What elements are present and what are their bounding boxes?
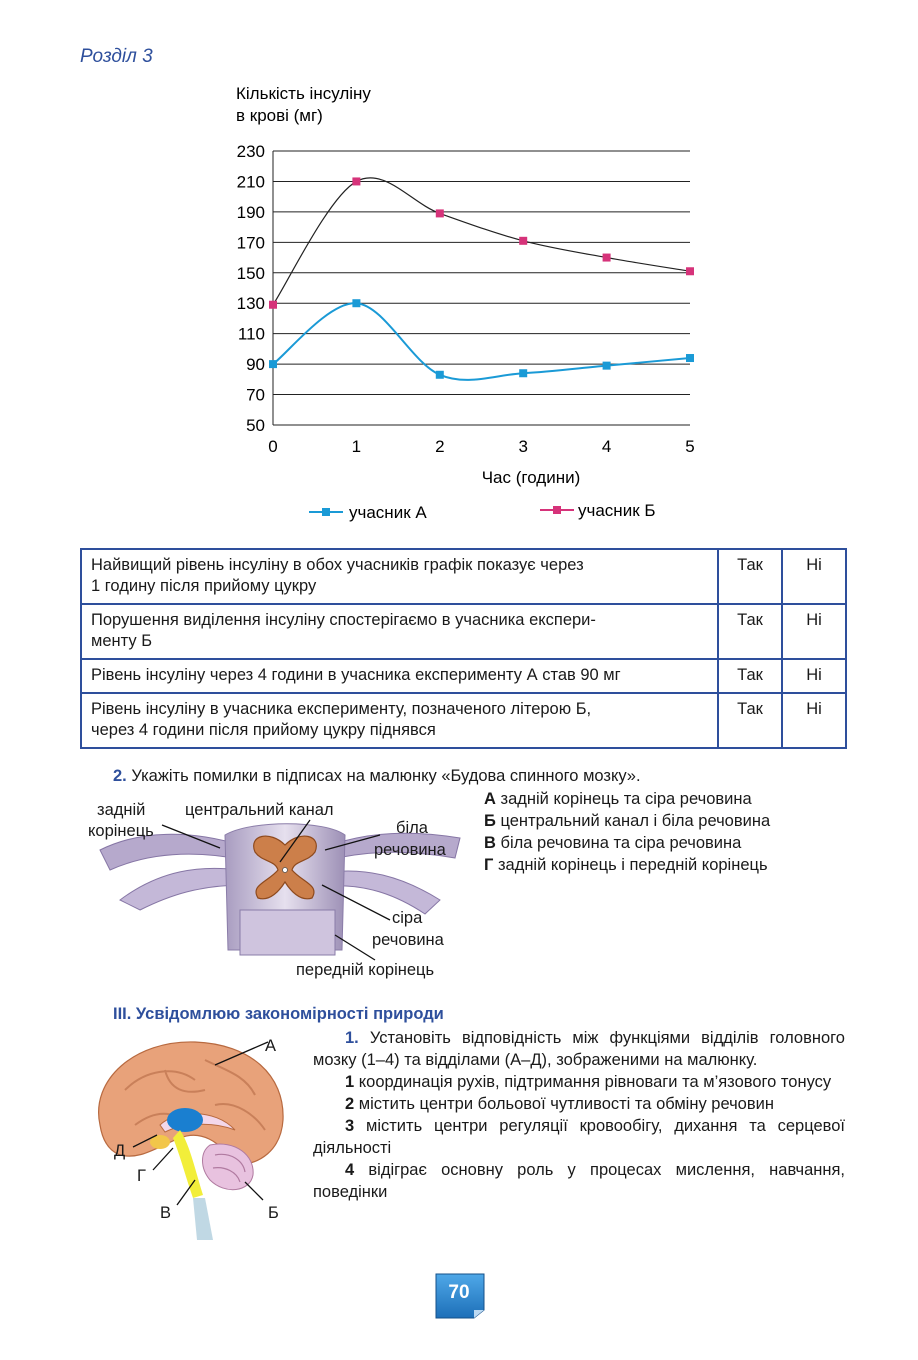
page-number: 70: [448, 1282, 470, 1303]
no-option[interactable]: Ні: [782, 693, 846, 748]
label-dorsal-root-1: задній: [97, 801, 146, 819]
no-option[interactable]: Ні: [782, 659, 846, 693]
page-number-badge: [434, 1272, 486, 1320]
yes-option[interactable]: Так: [718, 549, 782, 604]
y-tick-label: 130: [236, 294, 265, 314]
function-item-2: 2 містить центри больової чутливості та обміну речовин: [345, 1095, 774, 1113]
series-line-a: [273, 303, 690, 380]
table-row: [81, 604, 846, 659]
function-item-3: 3 містить центри регуляції кровообігу, дихання та серцевої діяльності: [313, 1117, 845, 1157]
data-point: [603, 362, 611, 370]
statement-cell: Рівень інсуліну через 4 години в учасника експерименту А став 90 мг: [81, 659, 718, 693]
label-central-canal: центральний канал: [185, 801, 334, 819]
legend-label: учасник А: [349, 503, 427, 522]
option-a[interactable]: А задній корінець та сіра речовина: [484, 790, 752, 808]
y-axis-label: [236, 84, 371, 125]
data-point: [686, 267, 694, 275]
x-tick-label: 2: [435, 437, 445, 456]
data-point: [519, 369, 527, 377]
y-tick-label: 170: [236, 233, 265, 253]
true-false-table: [80, 548, 847, 749]
brain-label-v: В: [160, 1204, 172, 1222]
label-gray-matter-2: речовина: [372, 931, 444, 949]
section-label: Розділ 3: [80, 46, 153, 67]
no-option[interactable]: Ні: [782, 604, 846, 659]
y-tick-label: 50: [246, 416, 265, 435]
label-white-matter-1: біла: [396, 819, 428, 837]
legend-swatch-marker: [553, 506, 561, 514]
data-point: [269, 301, 277, 309]
task2-text: Укажіть помилки в підписах на малюнку «Будова спинного мозку».: [131, 767, 641, 785]
statement-cell: Найвищий рівень інсуліну в обох учасників графік показує через 1 годину після прийому цукру: [81, 549, 718, 604]
y-tick-label: 90: [246, 355, 265, 375]
data-point: [352, 177, 360, 185]
brain-label-a: А: [265, 1037, 277, 1055]
y-tick-label: 210: [236, 172, 265, 192]
option-v[interactable]: В біла речовина та сіра речовина: [484, 834, 742, 852]
data-point: [436, 209, 444, 217]
section-heading: ІІІ. Усвідомлюю закономірності природи: [113, 1005, 444, 1023]
y-tick-label: 70: [246, 385, 265, 405]
brain-label-g: Г: [137, 1167, 146, 1185]
y-tick-label: 230: [236, 142, 265, 161]
data-point: [603, 254, 611, 262]
x-axis-label: Час (години): [481, 468, 581, 487]
data-point: [436, 371, 444, 379]
series-line-b: [273, 178, 690, 305]
y-tick-label: 150: [236, 263, 265, 283]
chart-legend: [309, 501, 656, 522]
yes-option[interactable]: Так: [718, 604, 782, 659]
label-gray-matter-1: сіра: [392, 909, 423, 927]
option-b[interactable]: Б центральний канал і біла речовина: [484, 812, 771, 830]
insulin-chart: [0, 0, 918, 540]
task2-options: [484, 788, 770, 876]
table-row: [81, 549, 846, 604]
data-point: [269, 360, 277, 368]
x-tick-label: 4: [601, 437, 612, 456]
y-tick-label: 110: [237, 324, 265, 344]
task-intro: 1. Установіть відповідність між функціями відділів головного мозку (1–4) та відділами (А–Д), зображеними на малюнку.: [313, 1029, 845, 1069]
y-axis-label-line2: в крові (мг): [236, 106, 323, 125]
statement-cell: Порушення виділення інсуліну спостерігаємо в учасника експери- менту Б: [81, 604, 718, 659]
x-tick-label: 5: [685, 437, 695, 456]
section3-task: [313, 1027, 845, 1203]
function-item-4: 4 відіграє основну роль у процесах мислення, навчання, поведінки: [313, 1161, 845, 1201]
task2-question: [113, 765, 641, 787]
function-item-1: 1 координація рухів, підтримання рівноваги та м’язового тонусу: [345, 1073, 832, 1091]
data-point: [686, 354, 694, 362]
table-row: [81, 659, 846, 693]
brain-label-b: Б: [268, 1204, 279, 1222]
yes-option[interactable]: Так: [718, 659, 782, 693]
label-dorsal-root-2: корінець: [88, 822, 154, 840]
table-row: [81, 693, 846, 748]
data-point: [352, 299, 360, 307]
y-tick-label: 190: [236, 202, 265, 222]
statement-cell: Рівень інсуліну в учасника експерименту, позначеного літерою Б, через 4 години після прийому цукру піднявся: [81, 693, 718, 748]
x-tick-label: 3: [518, 437, 528, 456]
data-point: [519, 237, 527, 245]
task2-number: 2.: [113, 767, 127, 785]
y-axis-label-line1: Кількість інсуліну: [236, 84, 371, 103]
yes-option[interactable]: Так: [718, 693, 782, 748]
x-tick-label: 0: [268, 437, 278, 456]
x-tick-label: 1: [351, 437, 362, 456]
legend-label: учасник Б: [578, 501, 656, 520]
label-ventral-root: передній корінець: [296, 961, 435, 979]
brain-label-d: Д: [114, 1142, 126, 1160]
option-g[interactable]: Г задній корінець і передній корінець: [484, 856, 768, 874]
no-option[interactable]: Ні: [782, 549, 846, 604]
label-white-matter-2: речовина: [374, 841, 446, 859]
legend-swatch-marker: [322, 508, 330, 516]
